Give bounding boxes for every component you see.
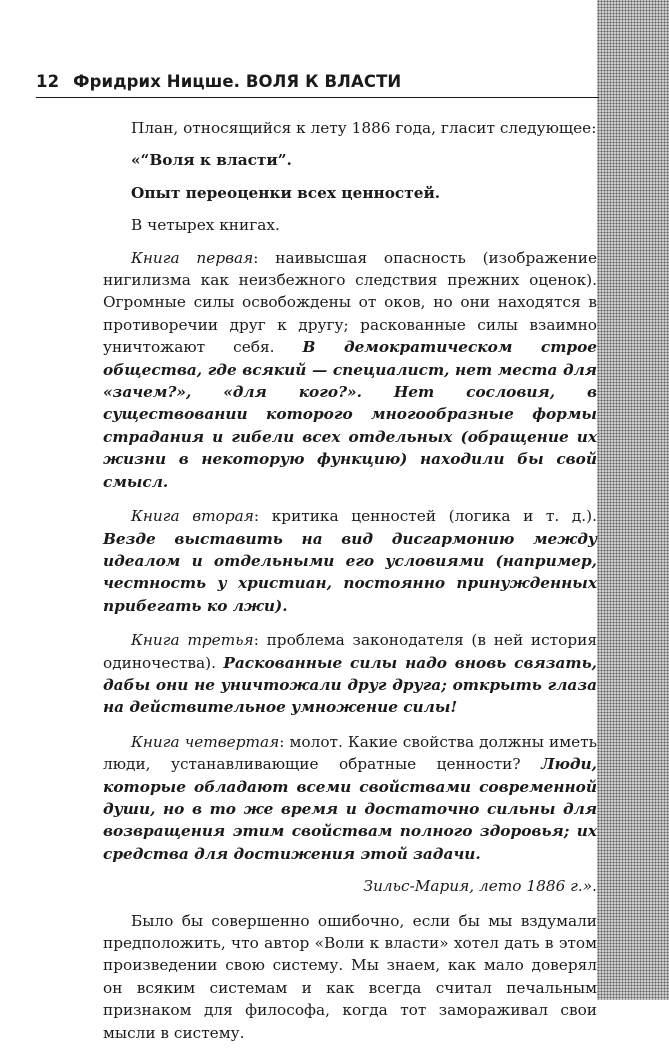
book1-label: Книга первая <box>131 248 254 267</box>
book2-text: : критика ценностей (логика и т. д.). <box>253 507 597 526</box>
book4-label: Книга четвертая <box>131 732 280 751</box>
page-body <box>103 117 597 1056</box>
book4-paragraph <box>103 731 597 865</box>
book1-text: : наивысшая опасность (изображение нигилизма как неизбежного следствия прежних оценок). Огромные силы освобождены от оков, но они находятся в противоречии друг к другу; раскованные силы взаимно уничтожают себя. <box>103 248 597 357</box>
page-number: 12 <box>36 72 60 91</box>
intro-paragraph: План, относящийся к лету 1886 года, гласит следующее: <box>131 119 597 137</box>
closing-paragraph: Было бы совершенно ошибочно, если бы мы вздумали предположить, что автор «Воли к власти» хотел дать в этом произведении свою систему. Мы знаем, как мало доверял он всяким системам и как всегда считал печальным признаком для философа, когда тот замораживал свои мысли в систему. <box>103 911 597 1042</box>
page-edge-halftone <box>597 0 669 1000</box>
book3-label: Книга третья <box>131 631 254 650</box>
book4-emphasis: Люди, которые обладают всеми свойствами современной души, но в то же время и достаточно сильны для возвращения этим свойствам полного здоровья; их средства для достижения этой задачи. <box>103 755 597 863</box>
book3-paragraph <box>103 629 597 719</box>
signature: Зильс-Мария, лето 1886 г.». <box>363 877 597 896</box>
book2-paragraph <box>103 505 597 617</box>
book2-label: Книга вторая <box>131 507 254 526</box>
running-title: Фридрих Ницше. ВОЛЯ К ВЛАСТИ <box>73 72 402 91</box>
book3-emphasis: Раскованные силы надо вновь связать, дабы они не уничтожали друг друга; открыть глаза на действительное умножение силы! <box>103 653 597 717</box>
book4-text: : молот. Какие свойства должны иметь люди, устанавливающие обратные ценности? <box>103 732 597 774</box>
header-rule <box>36 97 599 98</box>
book3-text: : проблема законодателя (в ней история одиночества). <box>103 631 597 672</box>
plan-books: В четырех книгах. <box>131 216 280 235</box>
running-header <box>36 72 596 91</box>
book1-emphasis: В демократическом строе общества, где всякий — специалист, нет места для «зачем?», «для кого?». Нет сословия, в существовании которого многообразные формы страдания и гибели всех отдельных (обращение их жизни в некоторую функцию) находили бы свой смысл. <box>103 338 598 491</box>
plan-title: «“Воля к власти”. <box>131 151 292 170</box>
book2-emphasis: Везде выставить на вид дисгармонию между идеалом и отдельными его условиями (например, честность у христиан, постоянно принужденных прибегать ко лжи). <box>103 529 597 615</box>
book1-paragraph <box>103 247 597 493</box>
plan-subtitle: Опыт переоценки всех ценностей. <box>131 183 441 202</box>
